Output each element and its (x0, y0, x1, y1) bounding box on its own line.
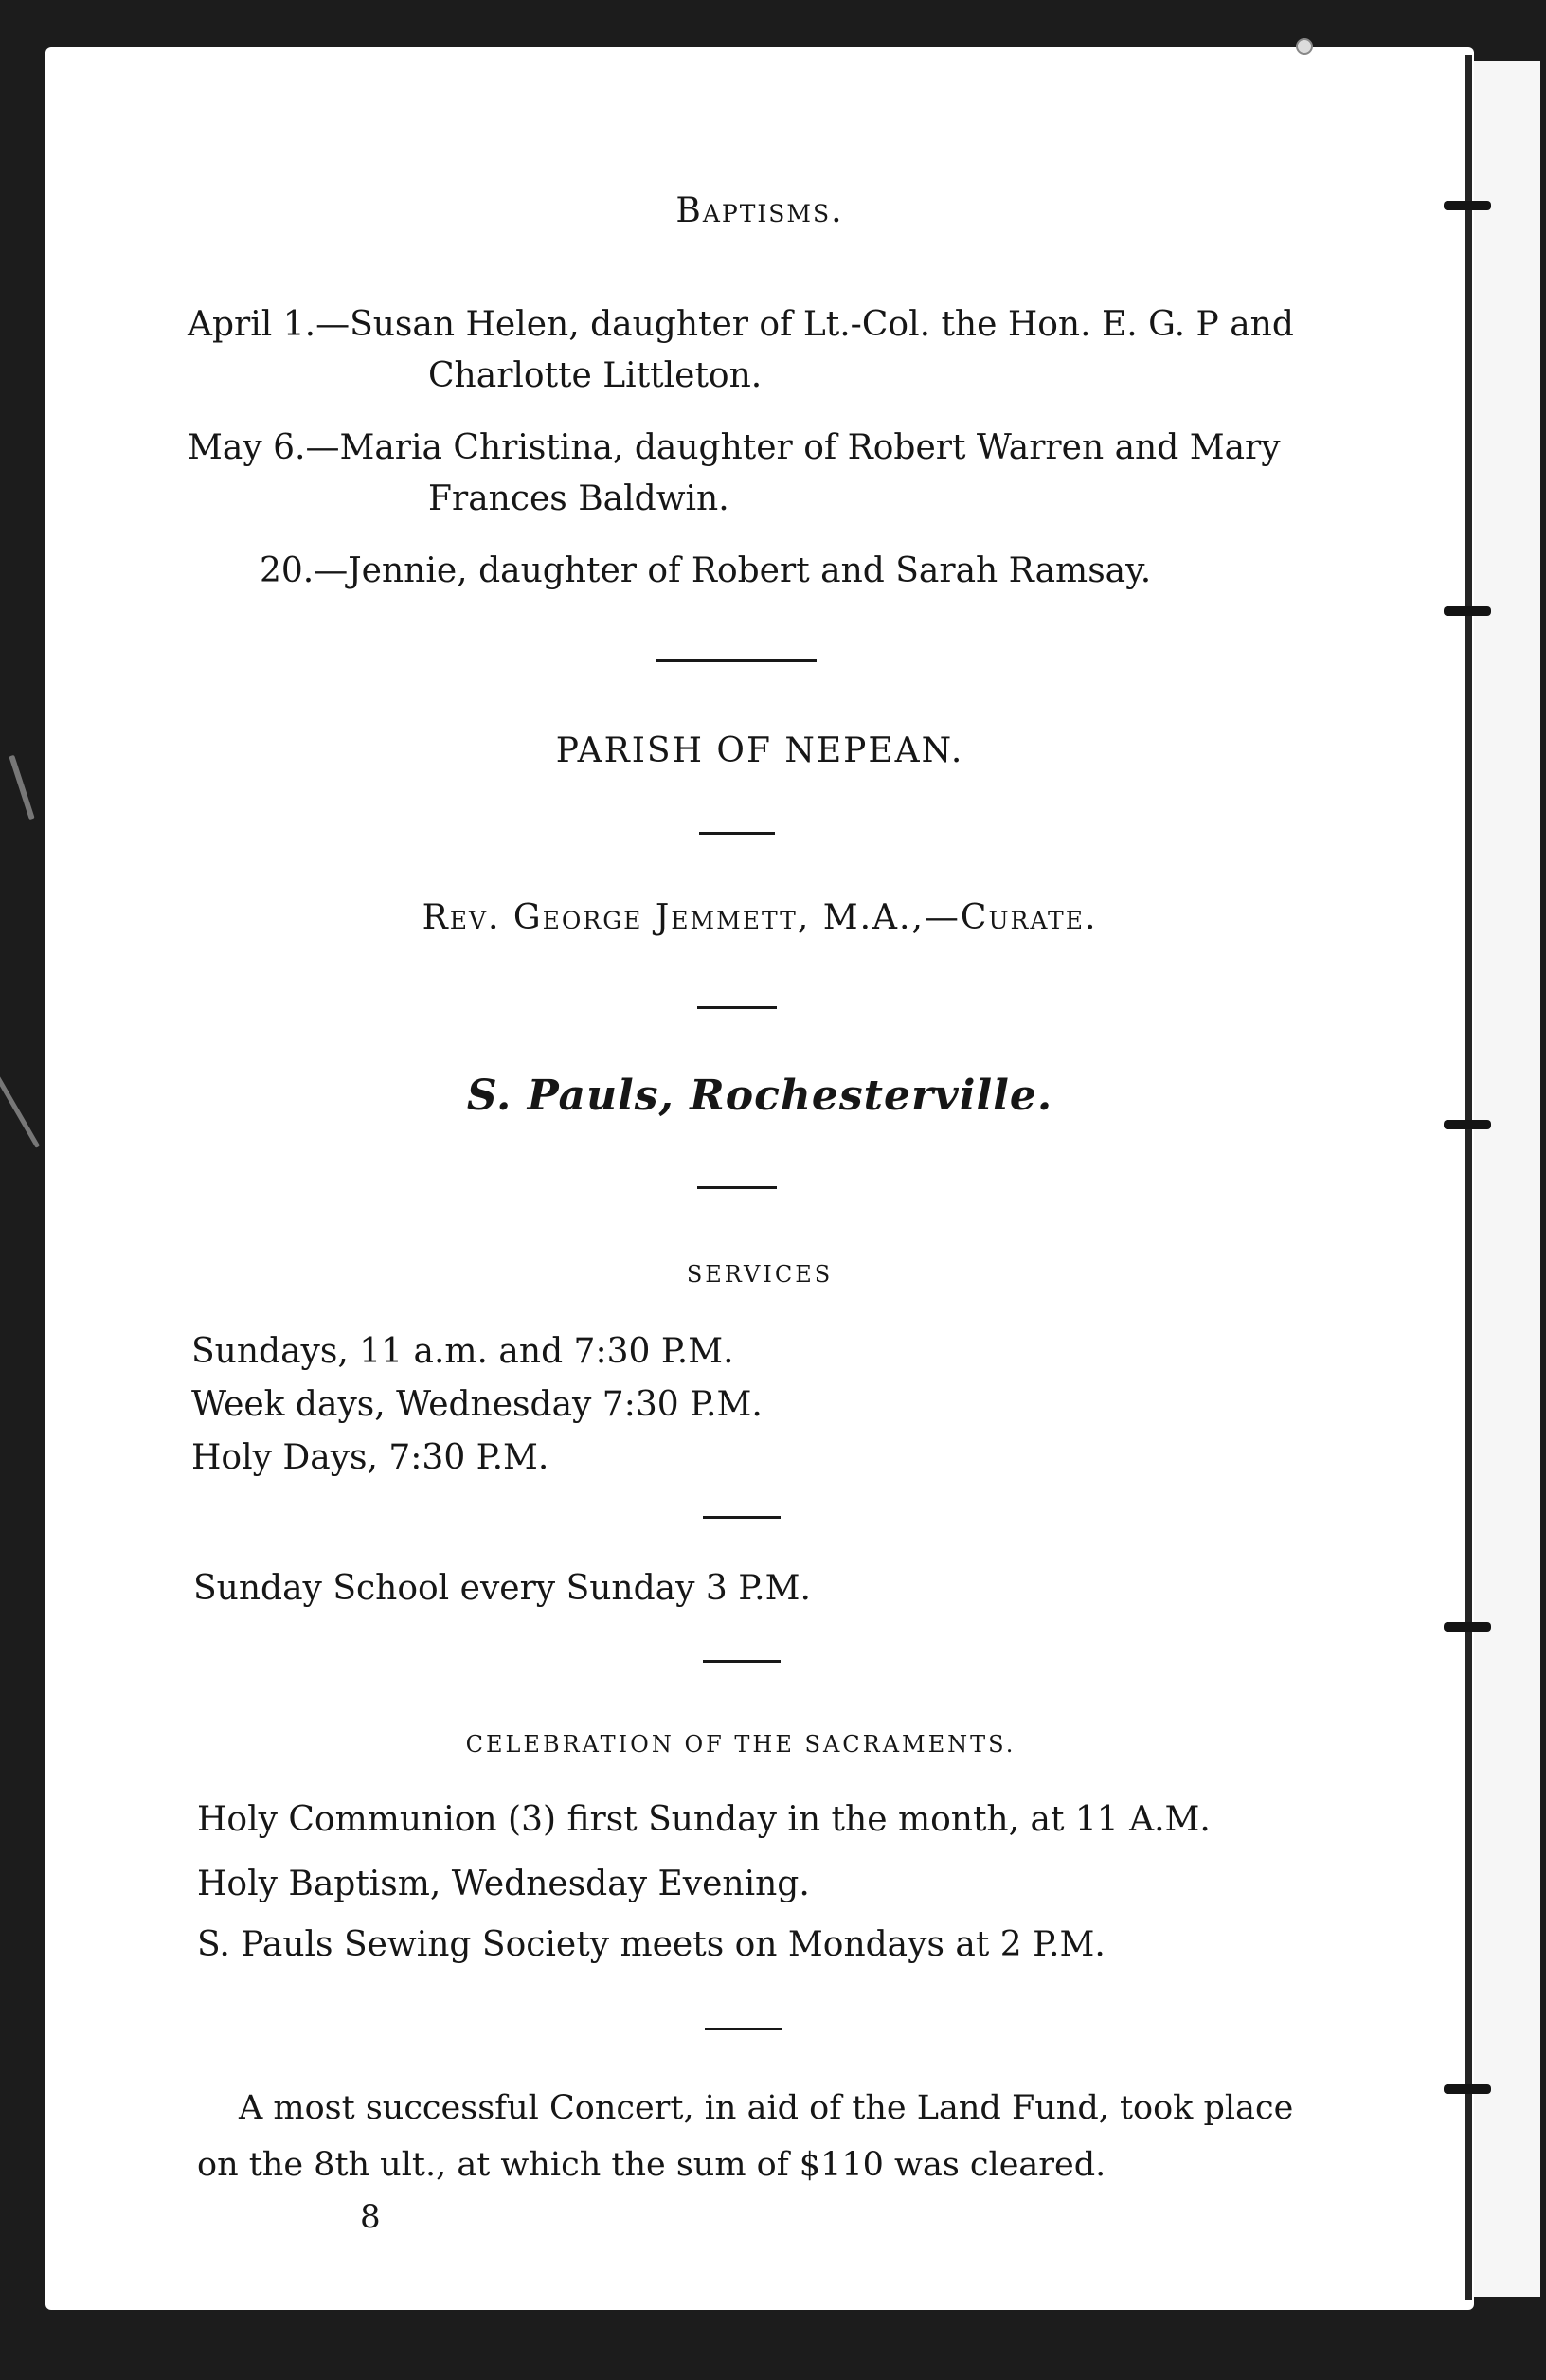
baptism-entry-2-line-1: May 6.—Maria Christina, daughter of Robert Warren and Mary (188, 428, 1281, 467)
baptism-entry-1-line-1: April 1.—Susan Helen, daughter of Lt.-Col. the Hon. E. G. P and (188, 305, 1294, 344)
baptism-entry-3: 20.—Jennie, daughter of Robert and Sarah Ramsay. (260, 551, 1152, 590)
curate-line: Rev. George Jemmett, M.A.,—Curate. (422, 898, 1098, 937)
service-line-holy-days: Holy Days, 7:30 P.M. (191, 1438, 549, 1477)
sacrament-line-holy-communion: Holy Communion (3) first Sunday in the month, at 11 A.M. (197, 1800, 1211, 1839)
divider (703, 1660, 781, 1663)
binding-tab (1444, 1120, 1491, 1129)
parish-title: PARISH OF NEPEAN. (555, 731, 964, 770)
binding-tab (1444, 201, 1491, 210)
edge-artifact (0, 1055, 40, 1148)
binding-tab (1444, 606, 1491, 616)
section-divider (656, 659, 817, 662)
baptisms-heading: Baptisms. (675, 191, 844, 230)
baptism-entry-1-line-2: Charlotte Littleton. (428, 356, 763, 395)
concert-line-1: A most successful Concert, in aid of the Land Fund, took place (239, 2089, 1294, 2127)
divider (697, 1006, 777, 1009)
divider (703, 1516, 781, 1519)
page-number: 8 (360, 2198, 381, 2236)
divider (697, 1186, 777, 1189)
church-name: S. Pauls, Rochesterville. (466, 1072, 1053, 1120)
sacrament-line-sewing-society: S. Pauls Sewing Society meets on Mondays at 2 P.M. (197, 1925, 1106, 1964)
sacrament-line-holy-baptism: Holy Baptism, Wednesday Evening. (197, 1865, 810, 1903)
sacraments-heading: CELEBRATION OF THE SACRAMENTS. (465, 1731, 1016, 1758)
service-line-week-days: Week days, Wednesday 7:30 P.M. (191, 1385, 763, 1424)
divider (699, 832, 775, 835)
concert-line-2: on the 8th ult., at which the sum of $110 was cleared. (197, 2146, 1106, 2184)
edge-artifact (9, 755, 34, 820)
divider (705, 2028, 782, 2030)
sunday-school-line: Sunday School every Sunday 3 P.M. (193, 1569, 811, 1608)
binding-tab (1444, 2084, 1491, 2094)
scan-artifact-dot (1296, 38, 1313, 55)
baptism-entry-2-line-2: Frances Baldwin. (428, 479, 729, 518)
binding-tab (1444, 1622, 1491, 1632)
service-line-sundays: Sundays, 11 a.m. and 7:30 P.M. (191, 1332, 734, 1371)
document-page (45, 47, 1474, 2310)
services-heading: SERVICES (686, 1261, 834, 1288)
facing-page-edge (1474, 61, 1540, 2297)
binding-spine (1465, 55, 1472, 2300)
